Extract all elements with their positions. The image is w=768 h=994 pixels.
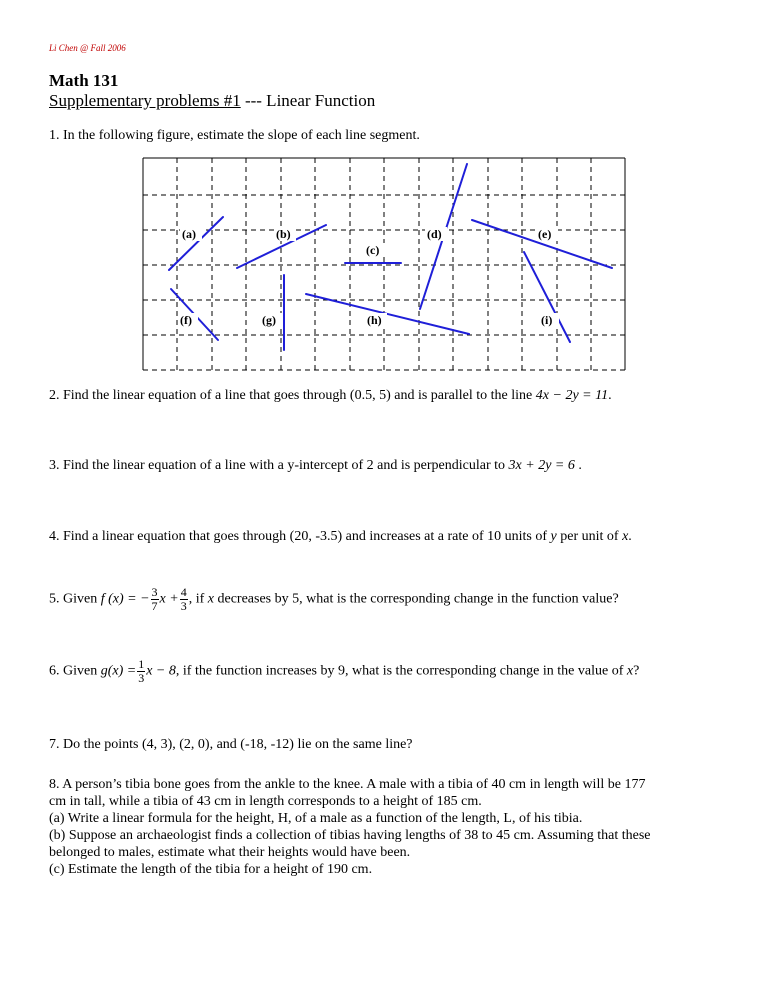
q5-num-2: 4 bbox=[180, 585, 187, 599]
q8-line-1: 8. A person’s tibia bone goes from the ankle to the knee. A male with a tibia of 40 cm in length will be 177 bbox=[49, 777, 646, 792]
q8-line-3: (a) Write a linear formula for the height, H, of a male as a function of the length, L, of his tibia. bbox=[49, 811, 583, 826]
q3-text: 3. Find the linear equation of a line with a y-intercept of 2 and is perpendicular to bbox=[49, 458, 509, 473]
label-a: (a) bbox=[182, 227, 196, 241]
q5-den-2: 3 bbox=[180, 599, 187, 613]
q5-clause: , if bbox=[188, 591, 208, 607]
q2-text: 2. Find the linear equation of a line that goes through (0.5, 5) and is parallel to the line bbox=[49, 388, 536, 403]
q3-equation: 3x + 2y = 6 bbox=[508, 458, 575, 473]
label-i: (i) bbox=[541, 313, 553, 327]
q4-text: 4. Find a linear equation that goes through (20, -3.5) and increases at a rate of 10 units of bbox=[49, 529, 551, 544]
segment-i bbox=[524, 252, 570, 342]
subtitle-rest: --- Linear Function bbox=[240, 91, 376, 110]
q4-y: y bbox=[550, 529, 557, 544]
question-7: 7. Do the points (4, 3), (2, 0), and (-18, -12) lie on the same line? bbox=[49, 737, 413, 752]
label-d: (d) bbox=[427, 227, 442, 241]
q8-line-2: cm in tall, while a tibia of 43 cm in length corresponds to a height of 185 cm. bbox=[49, 794, 482, 809]
q5-fraction-2 bbox=[180, 586, 188, 613]
q8-line-4: (b) Suppose an archaeologist finds a collection of tibias having lengths of 38 to 45 cm. Assuming that these bbox=[49, 828, 651, 843]
label-e: (e) bbox=[538, 227, 552, 241]
question-3 bbox=[49, 457, 582, 474]
segment-labels bbox=[178, 227, 559, 327]
q4-end: . bbox=[628, 529, 632, 544]
q6-den: 3 bbox=[138, 671, 145, 685]
label-b: (b) bbox=[276, 227, 291, 241]
course-title: Math 131 bbox=[49, 71, 119, 90]
label-h: (h) bbox=[367, 313, 382, 327]
q4-x: x bbox=[622, 529, 629, 544]
q6-mid: x − 8 bbox=[146, 663, 176, 679]
question-6 bbox=[49, 658, 639, 685]
q2-equation: 4x − 2y = 11 bbox=[535, 388, 609, 403]
question-5 bbox=[49, 586, 619, 613]
q5-den-1: 7 bbox=[151, 599, 158, 613]
q5-text: 5. Given bbox=[49, 591, 101, 607]
q5-end: decreases by 5, what is the corresponding change in the function value? bbox=[214, 591, 619, 607]
q5-num-1: 3 bbox=[151, 585, 158, 599]
q5-x: x bbox=[207, 591, 214, 607]
subtitle-underlined: Supplementary problems #1 bbox=[49, 91, 241, 110]
question-2 bbox=[49, 387, 612, 404]
q8-line-5: belonged to males, estimate what their heights would have been. bbox=[49, 845, 411, 860]
q6-fraction bbox=[137, 658, 145, 685]
label-g: (g) bbox=[262, 313, 276, 327]
q3-end: . bbox=[574, 458, 582, 473]
q8-line-6: (c) Estimate the length of the tibia for a height of 190 cm. bbox=[49, 862, 373, 877]
question-1: 1. In the following figure, estimate the slope of each line segment. bbox=[49, 128, 420, 143]
q4-mid: per unit of bbox=[556, 529, 623, 544]
q5-lhs: f (x) = − bbox=[100, 591, 150, 607]
q6-x: x bbox=[626, 663, 634, 679]
question-4 bbox=[49, 528, 632, 545]
label-f: (f) bbox=[180, 313, 192, 327]
q5-mid: x + bbox=[159, 591, 179, 607]
author-note: Li Chen @ Fall 2006 bbox=[49, 43, 126, 53]
q6-num: 1 bbox=[138, 657, 145, 671]
q6-clause: , if the function increases by 9, what is the corresponding change in the value of bbox=[175, 663, 627, 679]
label-c: (c) bbox=[366, 243, 380, 257]
q6-end: ? bbox=[633, 663, 640, 679]
question-8 bbox=[49, 776, 729, 878]
q6-text: 6. Given bbox=[49, 663, 101, 679]
q5-fraction-1 bbox=[151, 586, 159, 613]
q2-end: . bbox=[608, 388, 612, 403]
q6-lhs: g(x) = bbox=[100, 663, 137, 679]
